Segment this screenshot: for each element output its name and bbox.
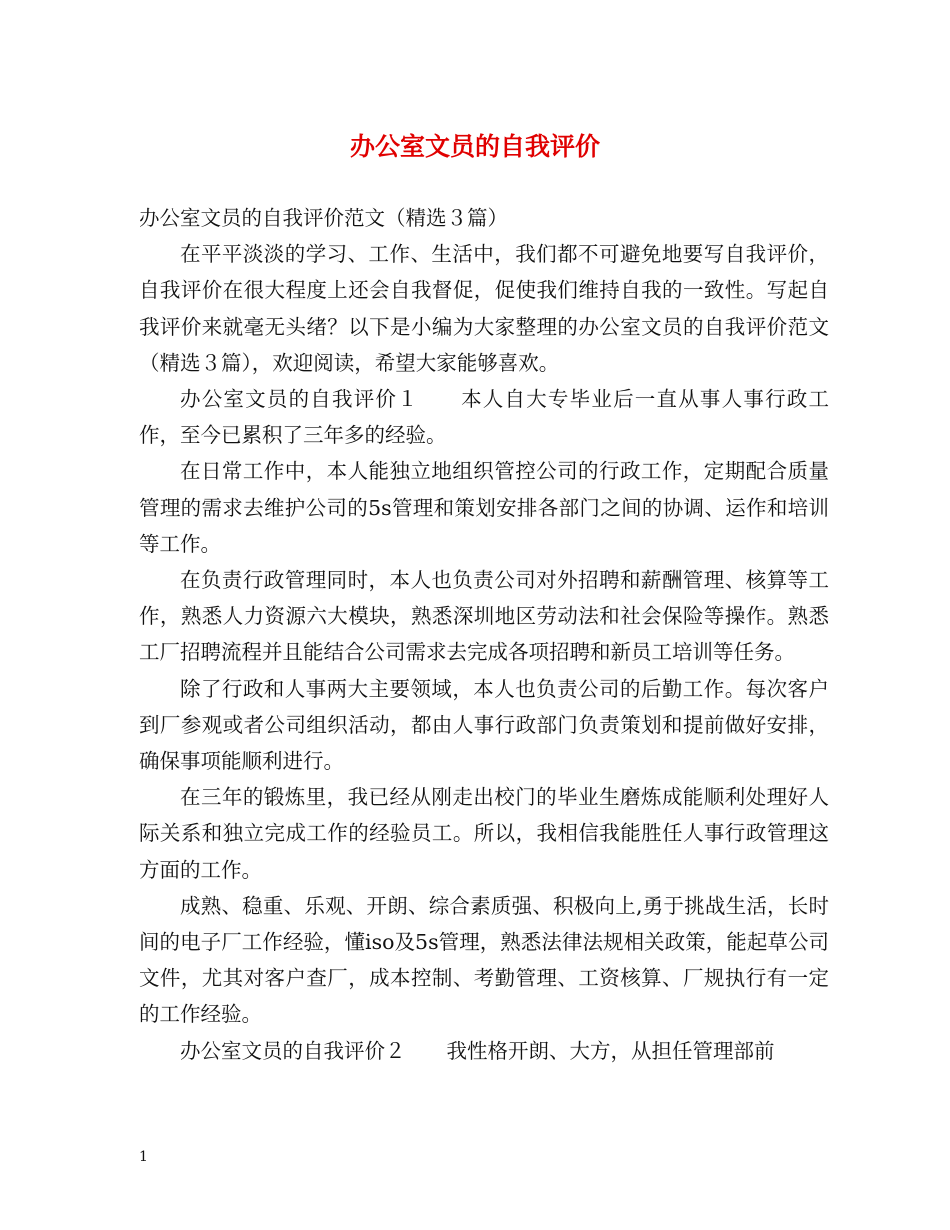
section-1-paragraph bbox=[139, 381, 829, 453]
paragraph-growth: 在三年的锻炼里，我已经从刚走出校门的毕业生磨炼成能顺利处理好人际关系和独立完成工作的经验员工。所以，我相信我能胜任人事行政管理这方面的工作。 bbox=[139, 785, 829, 882]
section-1-text: 本人自大专毕业后一直从事人事行政工作，至今已累积了三年多的经验。 bbox=[139, 387, 830, 448]
paragraph-daily-work: 在日常工作中，本人能独立地组织管控公司的行政工作，定期配合质量管理的需求去维护公司的5s管理和策划安排各部门之间的协调、运作和培训等工作。 bbox=[139, 459, 829, 556]
paragraph-hr-management: 在负责行政管理同时，本人也负责公司对外招聘和薪酬管理、核算等工作，熟悉人力资源六大模块，熟悉深圳地区劳动法和社会保险等操作。熟悉工厂招聘流程并且能结合公司需求去完成各项招聘和新员工培训等任务。 bbox=[139, 568, 829, 665]
document-subtitle: 办公室文员的自我评价范文（精选３篇） bbox=[139, 206, 508, 230]
page-number: 1 bbox=[139, 1149, 148, 1165]
section-2-text: 我性格开朗、大方，从担任管理部前 bbox=[446, 1038, 775, 1063]
document-title: 办公室文员的自我评价 bbox=[349, 132, 600, 161]
document-body bbox=[139, 200, 829, 1069]
paragraph-logistics: 除了行政和人事两大主要领域，本人也负责公司的后勤工作。每次客户到厂参观或者公司组织活动，都由人事行政部门负责策划和提前做好安排，确保事项能顺利进行。 bbox=[139, 676, 829, 774]
section-1-heading: 办公室文员的自我评价１ bbox=[180, 387, 419, 412]
section-2-heading: 办公室文员的自我评价２ bbox=[180, 1038, 406, 1063]
paragraph-qualities: 成熟、稳重、乐观、开朗、综合素质强、积极向上,勇于挑战生活，长时间的电子厂工作经验，懂iso及5s管理，熟悉法律法规相关政策，能起草公司文件，尤其对客户查厂，成本控制、考勤管理、工资核算、厂规执行有一定的工作经验。 bbox=[139, 893, 829, 1027]
intro-paragraph: 在平平淡淡的学习、工作、生活中，我们都不可避免地要写自我评价，自我评价在很大程度上还会自我督促，促使我们维持自我的一致性。写起自我评价来就毫无头绪？以下是小编为大家整理的办公室文员的自我评价范文（精选３篇），欢迎阅读，希望大家能够喜欢。 bbox=[139, 242, 829, 375]
section-2-paragraph bbox=[139, 1033, 829, 1069]
